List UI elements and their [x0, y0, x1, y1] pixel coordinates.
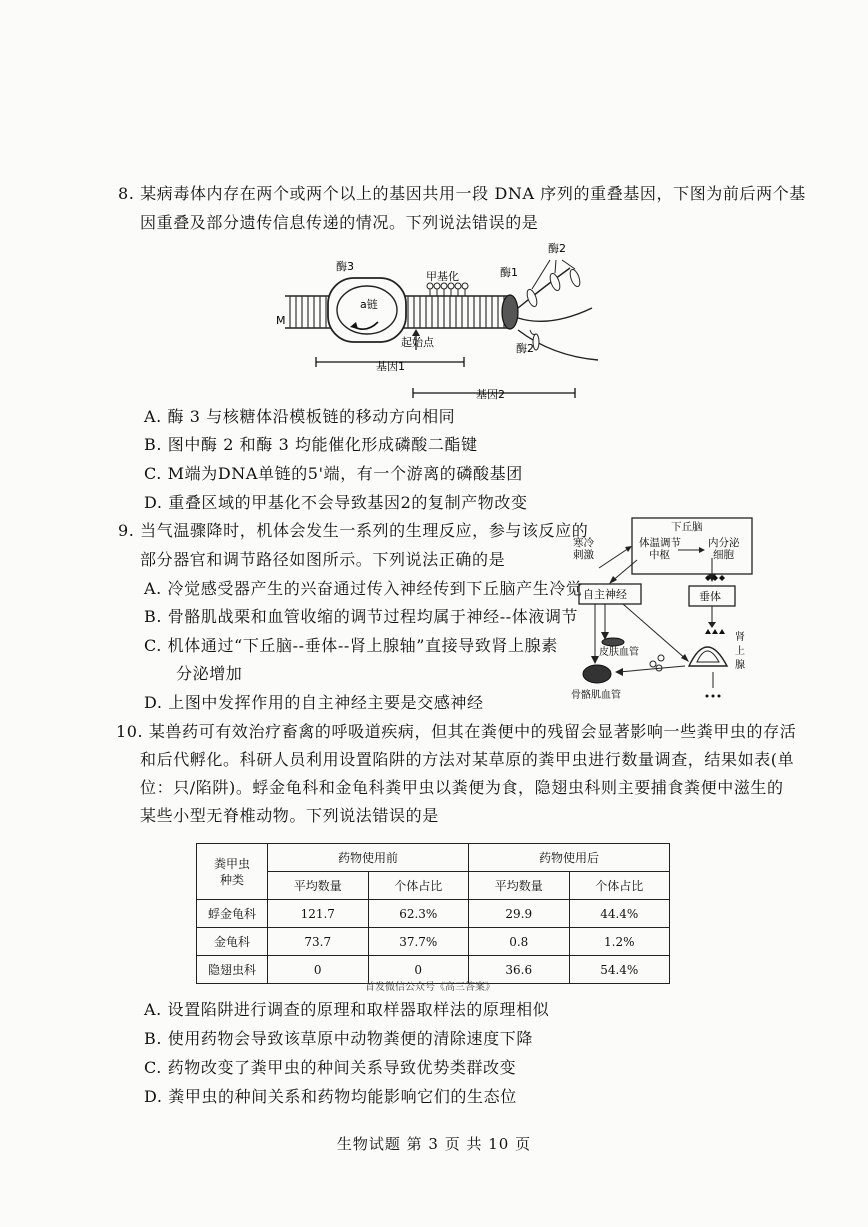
table-corner-line1: 粪甲虫	[213, 856, 250, 871]
table-cell: 37.7%	[368, 928, 469, 956]
label-secretory-2: 细胞	[713, 549, 734, 561]
label-muscle-vessel: 骨骼肌血管	[571, 690, 621, 701]
label-enzyme1: 酶1	[500, 266, 518, 279]
q9-option-a: A. 冷觉感受器产生的兴奋通过传入神经传到下丘脑产生冷觉	[144, 579, 583, 598]
q9-option-d: D. 上图中发挥作用的自主神经主要是交感神经	[144, 693, 484, 712]
table-cell: 0	[268, 956, 369, 984]
label-adrenal-3: 腺	[735, 660, 745, 671]
table-corner-cell	[197, 844, 268, 900]
q8-stem-line2: 因重叠及部分遗传信息传递的情况。下列说法错误的是	[140, 213, 539, 232]
q10-option-c: C. 药物改变了粪甲虫的种间关系导致优势类群改变	[144, 1058, 517, 1077]
label-skin-vessel: 皮肤血管	[599, 647, 639, 658]
label-gene2: 基因2	[476, 388, 505, 400]
label-enzyme2-top: 酶2	[548, 242, 566, 255]
label-temp-center-1: 体温调节	[639, 537, 681, 549]
label-cold-1: 寒冷	[573, 537, 594, 549]
q9-regulation-figure	[565, 512, 765, 712]
table-cell-name: 隐翅虫科	[197, 956, 268, 984]
label-start-point: 起始点	[401, 336, 434, 349]
label-a-chain: a链	[360, 298, 378, 311]
q9-option-c: C. 机体通过“下丘脑--垂体--肾上腺轴”直接导致肾上腺素	[144, 636, 558, 655]
label-secretory-1: 内分泌	[708, 537, 740, 549]
label-hypothalamus: 下丘脑	[671, 521, 703, 533]
label-methylation: 甲基化	[426, 270, 459, 283]
q9-stem-line1: 9. 当气温骤降时，机体会发生一系列的生理反应，参与该反应的	[118, 521, 589, 540]
table-cell: 54.4%	[569, 956, 670, 984]
table-cell: 73.7	[268, 928, 369, 956]
label-cold-2: 刺激	[573, 549, 594, 561]
label-adrenal-2: 上	[735, 646, 745, 657]
table-cell: 1.2%	[569, 928, 670, 956]
table-corner-line2: 种类	[219, 872, 244, 887]
table-cell-name: 蜉金龟科	[197, 900, 268, 928]
table-subheader-before-avg: 平均数量	[268, 872, 369, 900]
label-adrenal-1: 肾	[735, 632, 745, 643]
q8-option-a: A. 酶 3 与核糖体沿模板链的移动方向相同	[144, 407, 456, 426]
watermark-text: 首发微信公众号《高三答案》	[365, 982, 495, 993]
label-enzyme3: 酶3	[336, 260, 354, 273]
table-subheader-before-ratio: 个体占比	[368, 872, 469, 900]
q8-gene-overlap-figure	[270, 238, 600, 400]
q8-option-c: C. M端为DNA单链的5'端，有一个游离的磷酸基团	[144, 464, 523, 483]
q9-option-b: B. 骨骼肌战栗和血管收缩的调节过程均属于神经--体液调节	[144, 607, 579, 626]
label-enzyme2-bottom: 酶2	[516, 342, 534, 355]
q8-option-b: B. 图中酶 2 和酶 3 均能催化形成磷酸二酯键	[144, 435, 478, 454]
q10-option-a: A. 设置陷阱进行调查的原理和取样器取样法的原理相似	[144, 1000, 550, 1019]
q10-stem-line3: 位：只/陷阱)。蜉金龟科和金龟科粪甲虫以粪便为食，隐翅虫科则主要捕食粪便中滋生的	[140, 778, 784, 797]
table-header-after: 药物使用后	[469, 844, 670, 872]
q10-option-b: B. 使用药物会导致该草原中动物粪便的清除速度下降	[144, 1029, 533, 1048]
page-footer: 生物试题 第 3 页 共 10 页	[336, 1135, 532, 1153]
beetle-survey-table	[196, 843, 670, 984]
q9-stem-line2: 部分器官和调节路径如图所示。下列说法正确的是	[140, 550, 506, 569]
table-cell: 29.9	[469, 900, 570, 928]
q10-option-d: D. 粪甲虫的种间关系和药物均能影响它们的生态位	[144, 1087, 517, 1106]
table-cell: 0.8	[469, 928, 570, 956]
q8-option-d: D. 重叠区域的甲基化不会导致基因2的复制产物改变	[144, 493, 528, 512]
table-subheader-after-ratio: 个体占比	[569, 872, 670, 900]
table-cell: 121.7	[268, 900, 369, 928]
q10-stem-line2: 和后代孵化。科研人员利用设置陷阱的方法对某草原的粪甲虫进行数量调查，结果如表(单	[140, 750, 795, 769]
table-row	[197, 928, 670, 956]
table-cell: 44.4%	[569, 900, 670, 928]
label-gene1: 基因1	[376, 360, 405, 373]
table-subheader-after-avg: 平均数量	[469, 872, 570, 900]
table-cell-name: 金龟科	[197, 928, 268, 956]
label-pituitary: 垂体	[699, 590, 721, 603]
label-m: M	[276, 314, 286, 327]
q9-option-c-cont: 分泌增加	[176, 664, 243, 683]
table-cell: 0	[368, 956, 469, 984]
table-cell: 36.6	[469, 956, 570, 984]
q8-stem-line1: 8. 某病毒体内存在两个或两个以上的基因共用一段 DNA 序列的重叠基因，下图为前后两个基	[118, 184, 806, 203]
table-header-before: 药物使用前	[268, 844, 469, 872]
q10-stem-line4: 某些小型无脊椎动物。下列说法错误的是	[140, 806, 439, 825]
q10-stem-line1: 10. 某兽药可有效治疗畜禽的呼吸道疾病，但其在粪便中的残留会显著影响一些粪甲虫的存活	[116, 722, 797, 741]
table-cell: 62.3%	[368, 900, 469, 928]
table-row	[197, 900, 670, 928]
label-autonomic: 自主神经	[583, 588, 627, 601]
label-temp-center-2: 中枢	[649, 549, 670, 561]
